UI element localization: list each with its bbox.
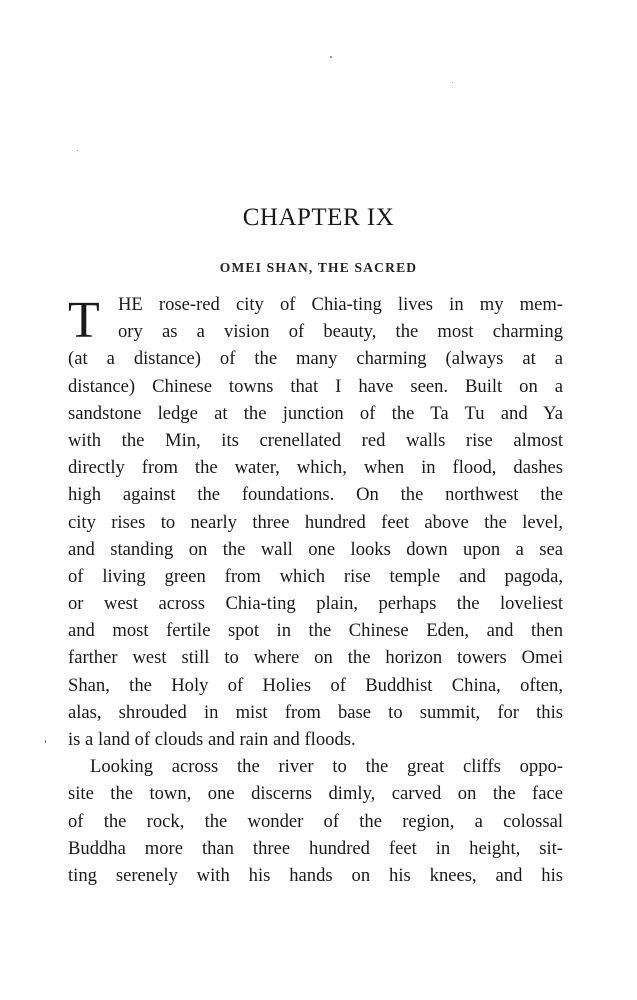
text-line: or west across Chia-ting plain, perhaps the loveliest bbox=[68, 593, 563, 615]
paragraph-1 bbox=[68, 291, 563, 753]
chapter-subtitle: OMEI SHAN, THE SACRED bbox=[219, 260, 418, 275]
paper-speck bbox=[77, 150, 78, 151]
paper-speck bbox=[45, 740, 46, 743]
text-line: distance) Chinese towns that I have seen. Built on a bbox=[68, 375, 563, 397]
paper-speck bbox=[330, 56, 332, 58]
text-line: of living green from which rise temple and pagoda, bbox=[68, 565, 563, 587]
text-line: site the town, one discerns dimly, carved on the face bbox=[68, 783, 563, 805]
paragraph-2 bbox=[68, 753, 563, 889]
text-line: of the rock, the wonder of the region, a colossal bbox=[68, 810, 563, 832]
text-line: and standing on the wall one looks down upon a sea bbox=[68, 538, 563, 560]
text-line: Shan, the Holy of Holies of Buddhist China, often, bbox=[68, 674, 563, 696]
text-line: ory as a vision of beauty, the most charming bbox=[118, 321, 563, 343]
text-line: is a land of clouds and rain and floods. bbox=[68, 729, 356, 750]
text-line: HE rose-red city of Chia-ting lives in my mem- bbox=[118, 294, 563, 315]
body-text bbox=[68, 291, 563, 889]
text-line: ting serenely with his hands on his knees, and his bbox=[68, 864, 563, 886]
text-line: farther west still to where on the horizon towers Omei bbox=[68, 647, 563, 669]
text-line: directly from the water, which, when in flood, dashes bbox=[68, 457, 563, 479]
text-line: Looking across the river to the great cliffs oppo- bbox=[90, 756, 563, 778]
text-line: and most fertile spot in the Chinese Eden, and then bbox=[68, 620, 563, 642]
text-line: high against the foundations. On the northwest the bbox=[68, 484, 563, 506]
text-line: city rises to nearly three hundred feet above the level, bbox=[68, 511, 563, 533]
text-line: (at a distance) of the many charming (always at a bbox=[68, 348, 563, 370]
text-line: Buddha more than three hundred feet in height, sit- bbox=[68, 837, 563, 859]
chapter-title: CHAPTER IX bbox=[242, 204, 395, 231]
text-line: with the Min, its crenellated red walls rise almost bbox=[68, 429, 563, 451]
drop-cap: T bbox=[68, 292, 100, 349]
paper-speck bbox=[452, 82, 453, 83]
text-line: sandstone ledge at the junction of the Ta Tu and Ya bbox=[68, 402, 563, 424]
text-line: alas, shrouded in mist from base to summit, for this bbox=[68, 701, 563, 723]
